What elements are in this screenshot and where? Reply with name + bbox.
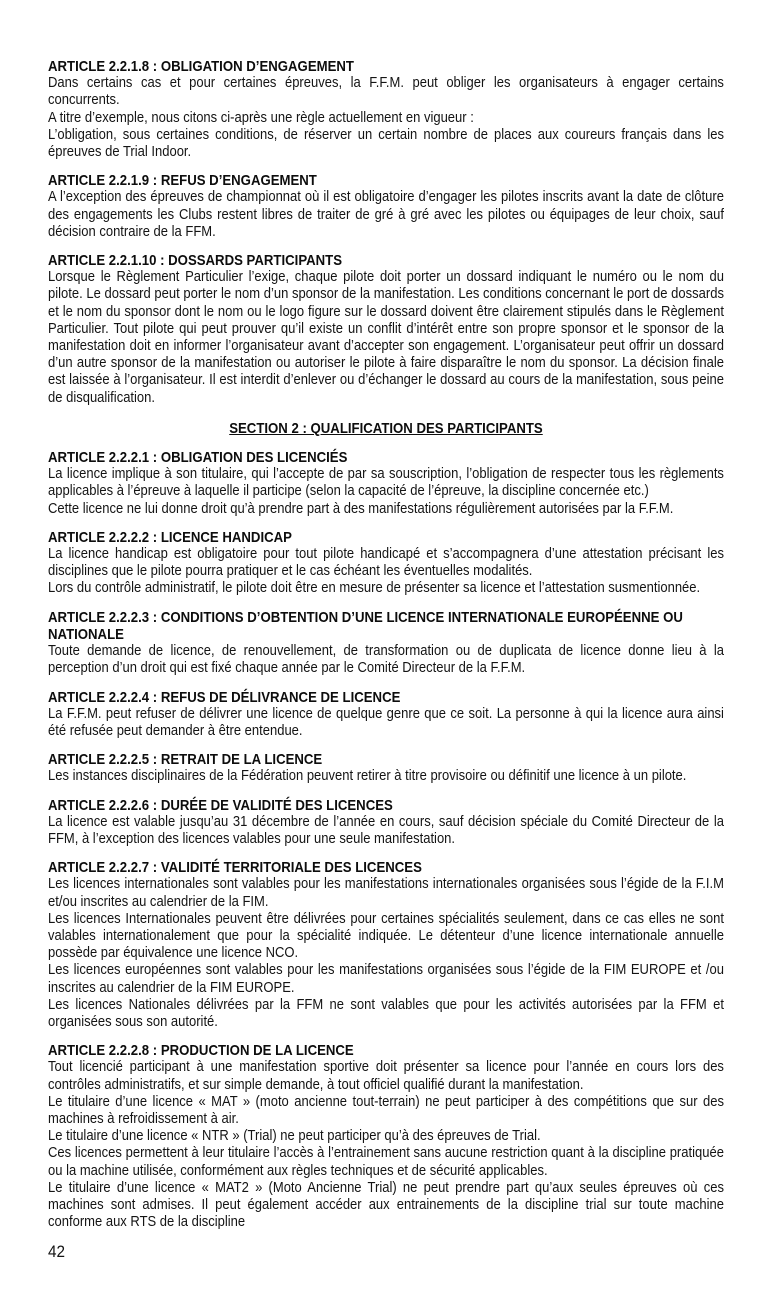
article-title: ARTICLE 2.2.2.1 : OBLIGATION DES LICENCIÉS [48,449,348,467]
article-2-2-1-10-dossards-participants [48,252,724,407]
article-paragraph: A titre d’exemple, nous citons ci-après une règle actuellement en vigueur : [48,109,474,126]
article-title: ARTICLE 2.2.1.10 : DOSSARDS PARTICIPANTS [48,252,343,270]
article-paragraph: La licence implique à son titulaire, qui l’accepte de par sa souscription, l’obligation de respecter tous les règlements applicables à l’épreuve à laquelle il participe (selon la capacité de l’épreuve, la discipline concernée etc.) [48,466,724,500]
article-paragraph: Les licences Nationales délivrées par la FFM ne sont valables que pour les activités autorisées par la FFM et organisées sous son autorité. [48,996,724,1030]
article-title: ARTICLE 2.2.2.7 : VALIDITÉ TERRITORIALE DES LICENCES [48,859,422,877]
article-paragraph: Dans certains cas et pour certaines épreuves, la F.F.M. peut obliger les organisateurs à engager certains concurrents. [48,75,724,109]
article-2-2-1-8-obligation-dengagement [48,58,724,161]
article-title: ARTICLE 2.2.1.9 : REFUS D’ENGAGEMENT [48,172,317,190]
page-number: 42 [48,1242,66,1261]
article-2-2-2-5-retrait-de-la-licence [48,751,724,785]
article-paragraph: Les licences européennes sont valables pour les manifestations organisées sous l’égide de la FIM EUROPE et /ou inscrites au calendrier de la FIM EUROPE. [48,962,724,996]
article-paragraph: Les licences Internationales peuvent être délivrées pour certaines spécialités seulement, dans ce cas elles ne sont valables internationalement que pour la spécialité indiquée. Le détenteur d’une licence internationale annuelle possède par équivalence une licence NCO. [48,910,724,962]
section-2-heading: SECTION 2 : QUALIFICATION DES PARTICIPANTS [229,419,543,437]
article-paragraph: L’obligation, sous certaines conditions, de réserver un certain nombre de places aux coureurs français dans les épreuves de Trial Indoor. [48,126,724,161]
article-paragraph: Lors du contrôle administratif, le pilote doit être en mesure de présenter sa licence et l’attestation susmentionnée. [48,580,701,597]
article-2-2-2-1-obligation-des-licencies [48,449,724,518]
article-paragraph: La F.F.M. peut refuser de délivrer une licence de quelque genre que ce soit. La personne à qui la licence aura ainsi été refusée peut demander à être entendue. [48,705,724,739]
article-paragraph: Les instances disciplinaires de la Fédération peuvent retirer à titre provisoire ou définitif une licence à un pilote. [48,768,687,785]
article-paragraph: A l’exception des épreuves de championnat où il est obligatoire d’engager les pilotes inscrits avant la date de clôture des engagements les Clubs restent libres de traiter de gré à gré avec les pilotes ou équipages de leur choix, sauf décision contraire de la FFM. [48,189,724,240]
article-paragraph: La licence handicap est obligatoire pour tout pilote handicapé et s’accompagnera d’une attestation précisant les disciplines que le pilote pourra pratiquer et le cas échéant les éventuelles modalités. [48,546,724,580]
article-paragraph: Les licences internationales sont valables pour les manifestations internationales organisées sous l’égide de la F.I.M et/ou inscrites au calendrier de la FIM. [48,876,724,910]
article-title: ARTICLE 2.2.2.4 : REFUS DE DÉLIVRANCE DE LICENCE [48,688,401,706]
article-paragraph: Le titulaire d’une licence « MAT2 » (Moto Ancienne Trial) ne peut prendre part qu’aux seules épreuves où ces machines sont admises. Il peut également accéder aux entrainements de la discipline trial sur toute machine conforme aux RTS de la discipline [48,1179,724,1231]
article-paragraph: La licence est valable jusqu’au 31 décembre de l’année en cours, sauf décision spéciale du Comité Directeur de la FFM, à l’exception des licences valables pour une seule manifestation. [48,813,724,847]
article-2-2-1-9-refus-dengagement [48,172,724,241]
article-title: ARTICLE 2.2.2.6 : DURÉE DE VALIDITÉ DES LICENCES [48,796,393,814]
article-2-2-2-4-refus-de-delivrance [48,689,724,741]
article-paragraph: Tout licencié participant à une manifestation sportive doit présenter sa licence pour l’année en cours lors des contrôles administratifs, et sur simple demande, à tout officiel qualifié durant la manifestation. [48,1059,724,1093]
article-paragraph: Cette licence ne lui donne droit qu’à prendre part à des manifestations régulièrement autorisées par la F.F.M. [48,500,674,517]
article-title: ARTICLE 2.2.2.5 : RETRAIT DE LA LICENCE [48,751,323,769]
article-2-2-2-2-licence-handicap [48,529,724,598]
article-2-2-2-6-duree-de-validite [48,797,724,849]
article-paragraph: Le titulaire d’une licence « MAT » (moto ancienne tout-terrain) ne peut participer à des compétitions que sur des machines à refroidissement à air. [48,1093,724,1127]
article-2-2-2-3-conditions-obtention-licence [48,609,724,678]
article-title: ARTICLE 2.2.1.8 : OBLIGATION D’ENGAGEMENT [48,58,354,75]
article-paragraph: Ces licences permettent à leur titulaire l’accès à l’entrainement sans aucune restriction quant à la discipline pratiquée ou la machine utilisée, conformément aux règles techniques et de sécurité applicables. [48,1145,724,1179]
article-2-2-2-8-production-de-la-licence [48,1042,724,1231]
article-2-2-2-7-validite-territoriale [48,859,724,1031]
article-title: ARTICLE 2.2.2.2 : LICENCE HANDICAP [48,528,292,546]
article-paragraph: Lorsque le Règlement Particulier l’exige, chaque pilote doit porter un dossard indiquant le numéro ou le nom du pilote. Le dossard peut porter le nom d’un sponsor de la manifestation. Les conditions concernant le port de dossards et le nom du sponsor dont le nom ou le logo figure sur le dossard doivent être clairement stipulés dans le Règlement Particulier. Tout pilote qui peut prouver qu’il existe un conflit d’intérêt entre son propre sponsor et le sponsor de la manifestation doit en informer l’organisateur avant d’accepter son engagement. L’organisateur peut offrir un dossard d’un autre sponsor de la manifestation ou autoriser le pilote à faire disparaître le nom du sponsor. La décision finale est laissée à l’organisateur. Il est interdit d’enlever ou d’échanger le dossard au cours de la manifestation, sous peine de disqualification. [48,269,724,406]
article-paragraph: Le titulaire d’une licence « NTR » (Trial) ne peut participer qu’à des épreuves de Trial. [48,1128,541,1145]
article-title: ARTICLE 2.2.2.3 : CONDITIONS D’OBTENTION D’UNE LICENCE INTERNATIONALE EUROPÉENNE OU NATIONALE [48,608,683,643]
document-content [48,58,724,1242]
article-title: ARTICLE 2.2.2.8 : PRODUCTION DE LA LICENCE [48,1042,354,1060]
article-paragraph: Toute demande de licence, de renouvellement, de transformation ou de duplicata de licence donne lieu à la perception d’un droit qui est fixé chaque année par le Comité Directeur de la F.F.M. [48,643,724,677]
